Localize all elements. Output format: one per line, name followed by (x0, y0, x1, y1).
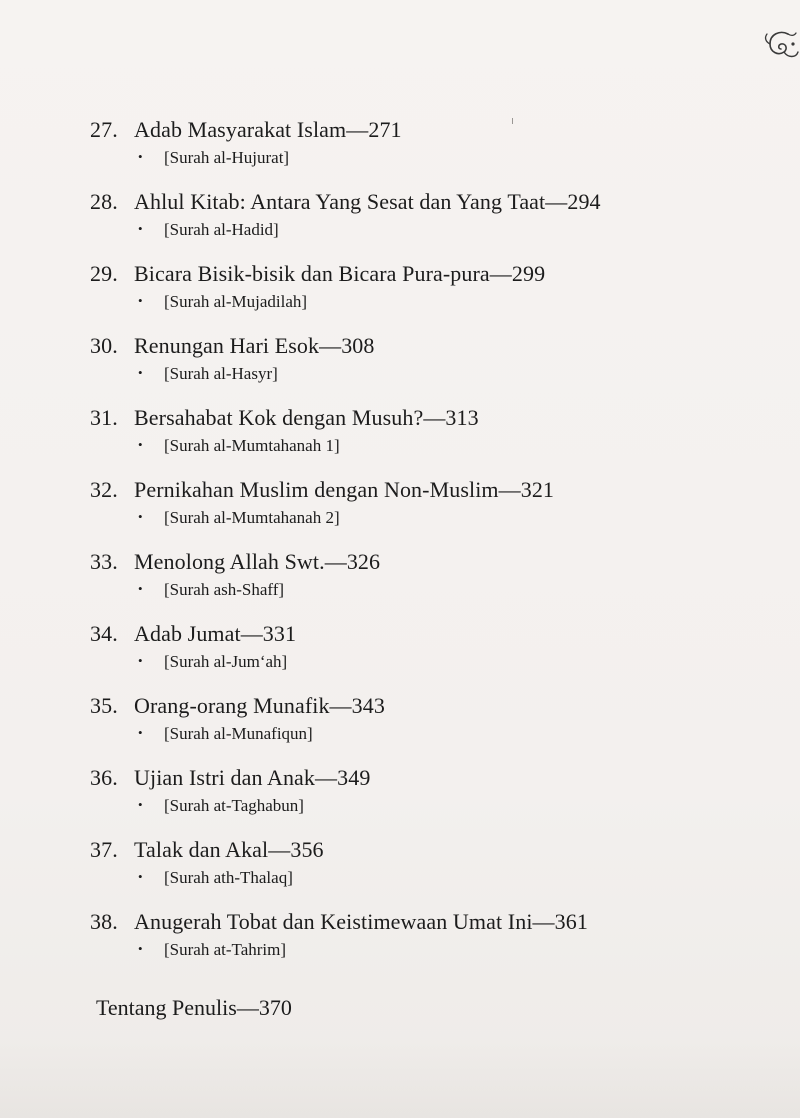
entry-surah (138, 938, 770, 963)
bullet-icon: • (138, 581, 143, 596)
toc-entry-28 (90, 188, 770, 260)
bullet-icon: • (138, 653, 143, 668)
toc-entry-33 (90, 548, 770, 620)
surah-label: [Surah ash-Shaff] (164, 580, 285, 599)
entry-number: 38. (90, 909, 118, 934)
toc-entry-27 (90, 116, 770, 188)
entry-heading (90, 692, 770, 720)
entry-heading (90, 188, 770, 216)
bullet-icon: • (138, 797, 143, 812)
entry-heading (90, 836, 770, 864)
table-of-contents (90, 116, 770, 980)
entry-surah (138, 578, 770, 603)
entry-title: Anugerah Tobat dan Keistimewaan Umat Ini—361 (134, 909, 588, 934)
entry-surah (138, 650, 770, 675)
toc-entry-30 (90, 332, 770, 404)
entry-number: 36. (90, 765, 118, 790)
entry-heading (90, 548, 770, 576)
toc-entry-37 (90, 836, 770, 908)
surah-label: [Surah al-Munafiqun] (164, 724, 313, 743)
entry-heading (90, 620, 770, 648)
floral-ornament-icon (758, 24, 800, 66)
entry-heading (90, 404, 770, 432)
entry-heading (90, 476, 770, 504)
toc-entry-32 (90, 476, 770, 548)
surah-label: [Surah ath-Thalaq] (164, 868, 293, 887)
entry-title: Renungan Hari Esok—308 (134, 333, 375, 358)
bullet-icon: • (138, 221, 143, 236)
entry-heading (90, 116, 770, 144)
entry-surah (138, 866, 770, 891)
entry-number: 37. (90, 837, 118, 862)
about-author-entry: Tentang Penulis—370 (96, 995, 292, 1020)
surah-label: [Surah al-Mujadilah] (164, 292, 308, 311)
entry-heading (90, 332, 770, 360)
entry-surah (138, 146, 770, 171)
entry-title: Talak dan Akal—356 (134, 837, 324, 862)
bullet-icon: • (138, 365, 143, 380)
entry-heading (90, 908, 770, 936)
entry-number: 32. (90, 477, 118, 502)
bullet-icon: • (138, 869, 143, 884)
entry-title: Bicara Bisik-bisik dan Bicara Pura-pura—299 (134, 261, 546, 286)
page-bottom-shade (0, 1040, 800, 1118)
entry-number: 33. (90, 549, 118, 574)
entry-title: Pernikahan Muslim dengan Non-Muslim—321 (134, 477, 555, 502)
entry-surah (138, 722, 770, 747)
entry-title: Bersahabat Kok dengan Musuh?—313 (134, 405, 479, 430)
entry-number: 34. (90, 621, 118, 646)
entry-number: 31. (90, 405, 118, 430)
entry-heading (90, 764, 770, 792)
entry-surah (138, 434, 770, 459)
surah-label: [Surah al-Hujurat] (164, 148, 290, 167)
toc-entry-38 (90, 908, 770, 980)
entry-surah (138, 218, 770, 243)
surah-label: [Surah al-Mumtahanah 2] (164, 508, 340, 527)
entry-surah (138, 506, 770, 531)
surah-label: [Surah al-Jum‘ah] (164, 652, 288, 671)
entry-surah (138, 362, 770, 387)
surah-label: [Surah al-Hadid] (164, 220, 279, 239)
bullet-icon: • (138, 509, 143, 524)
toc-entry-34 (90, 620, 770, 692)
toc-entry-35 (90, 692, 770, 764)
entry-number: 27. (90, 117, 118, 142)
toc-entry-31 (90, 404, 770, 476)
entry-surah (138, 290, 770, 315)
entry-title: Adab Masyarakat Islam—271 (134, 117, 402, 142)
bullet-icon: • (138, 941, 143, 956)
entry-title: Ahlul Kitab: Antara Yang Sesat dan Yang Taat—294 (134, 189, 601, 214)
toc-entry-29 (90, 260, 770, 332)
entry-surah (138, 794, 770, 819)
entry-heading (90, 260, 770, 288)
entry-title: Adab Jumat—331 (134, 621, 297, 646)
entry-number: 35. (90, 693, 118, 718)
entry-title: Orang-orang Munafik—343 (134, 693, 385, 718)
surah-label: [Surah at-Tahrim] (164, 940, 287, 959)
bullet-icon: • (138, 437, 143, 452)
entry-title: Ujian Istri dan Anak—349 (134, 765, 371, 790)
surah-label: [Surah at-Taghabun] (164, 796, 304, 815)
bullet-icon: • (138, 293, 143, 308)
entry-number: 29. (90, 261, 118, 286)
entry-number: 30. (90, 333, 118, 358)
surah-label: [Surah al-Hasyr] (164, 364, 278, 383)
bullet-icon: • (138, 149, 143, 164)
entry-number: 28. (90, 189, 118, 214)
bullet-icon: • (138, 725, 143, 740)
surah-label: [Surah al-Mumtahanah 1] (164, 436, 340, 455)
toc-entry-36 (90, 764, 770, 836)
entry-title: Menolong Allah Swt.—326 (134, 549, 381, 574)
